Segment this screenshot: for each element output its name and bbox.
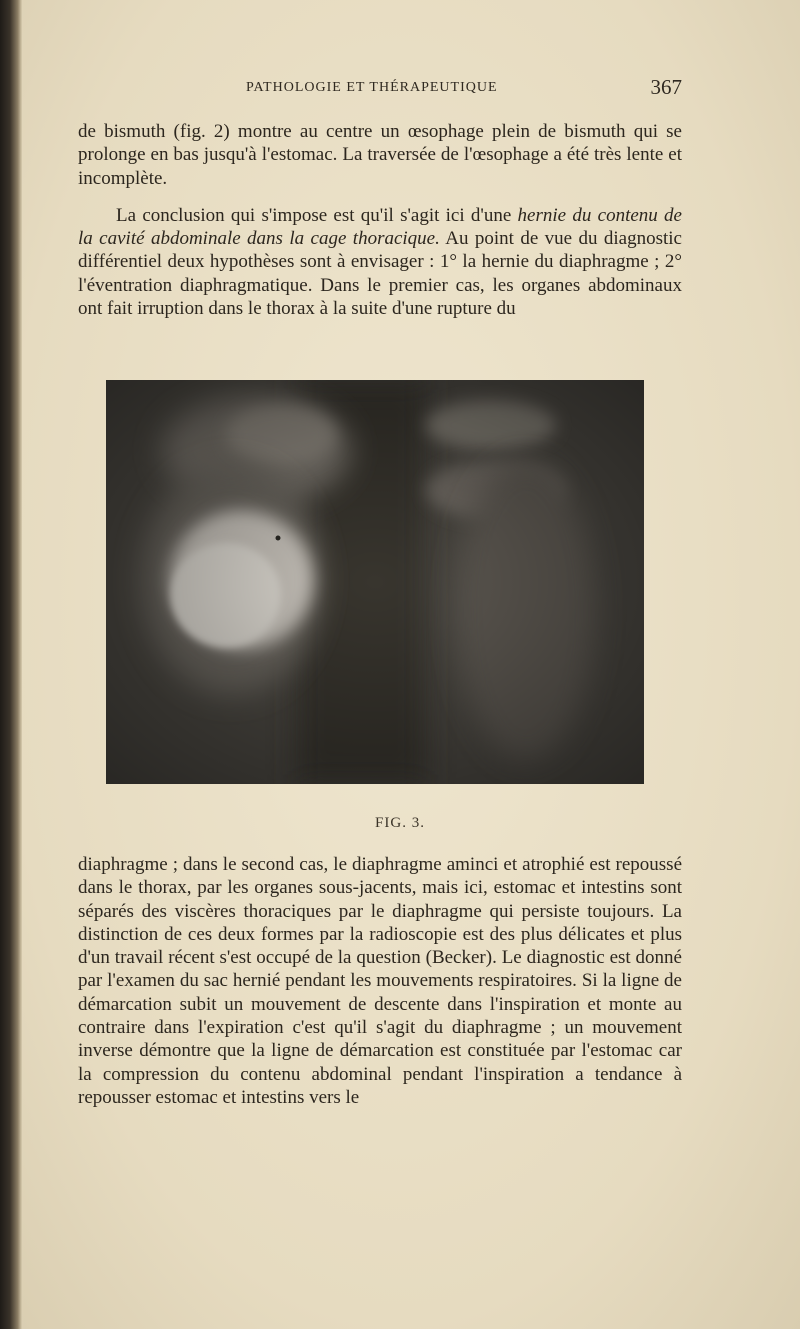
paragraph-2-end: Au point de vue du diagnostic différentiel deux hypothèses sont à envisager : 1° la hernie du diaphragme ; 2° l'éventration diaphragmatique. Dans le premier cas, les organes abdominaux ont fait irruption dans le thorax à la suite d'une rupture du bbox=[78, 228, 682, 320]
paragraph-1: de bismuth (fig. 2) montre au centre un œsophage plein de bismuth qui se prolonge en bas jusqu'à l'estomac. La traversée de l'œsophage a été très lente et incomplète. bbox=[78, 121, 682, 189]
text-block-top bbox=[78, 120, 682, 320]
running-head: PATHOLOGIE ET THÉRAPEUTIQUE bbox=[246, 80, 498, 95]
book-spine-shadow bbox=[0, 0, 22, 1329]
page-number: 367 bbox=[650, 75, 682, 99]
paragraph-2-start: La conclusion qui s'impose est qu'il s'agit ici d'une bbox=[116, 204, 518, 226]
radiograph-figure bbox=[106, 380, 644, 784]
page-header bbox=[78, 75, 682, 102]
text-block-bottom bbox=[78, 853, 682, 1109]
paragraph-2 bbox=[78, 204, 682, 320]
radiograph-image bbox=[106, 380, 644, 784]
paragraph-2-italic: hernie du contenu de la cavité abdominale dans la cage thoracique. bbox=[78, 204, 682, 250]
paragraph-3: diaphragme ; dans le second cas, le diaphragme aminci et atrophié est repoussé dans le thorax, par les organes sous-jacents, mais ici, estomac et intestins sont séparés des viscères thoraciques par le diaphragme qui persiste toujours. La distinction de ces deux formes par la radioscopie est des plus délicates et plus d'un travail récent s'est occupé de la question (Becker). Le diagnostic est donné par l'examen du sac hernié pendant les mouvements respiratoires. Si la ligne de démarcation subit un mouvement de descente dans l'inspiration et monte au contraire dans l'expiration c'est qu'il s'agit du diaphragme ; un mouvement inverse démontre que la ligne de démarcation est constituée par l'estomac car la compression du contenu abdominal pendant l'inspiration a tendance à repousser estomac et intestins vers le bbox=[78, 854, 682, 1108]
figure-caption: FIG. 3. bbox=[375, 815, 425, 831]
